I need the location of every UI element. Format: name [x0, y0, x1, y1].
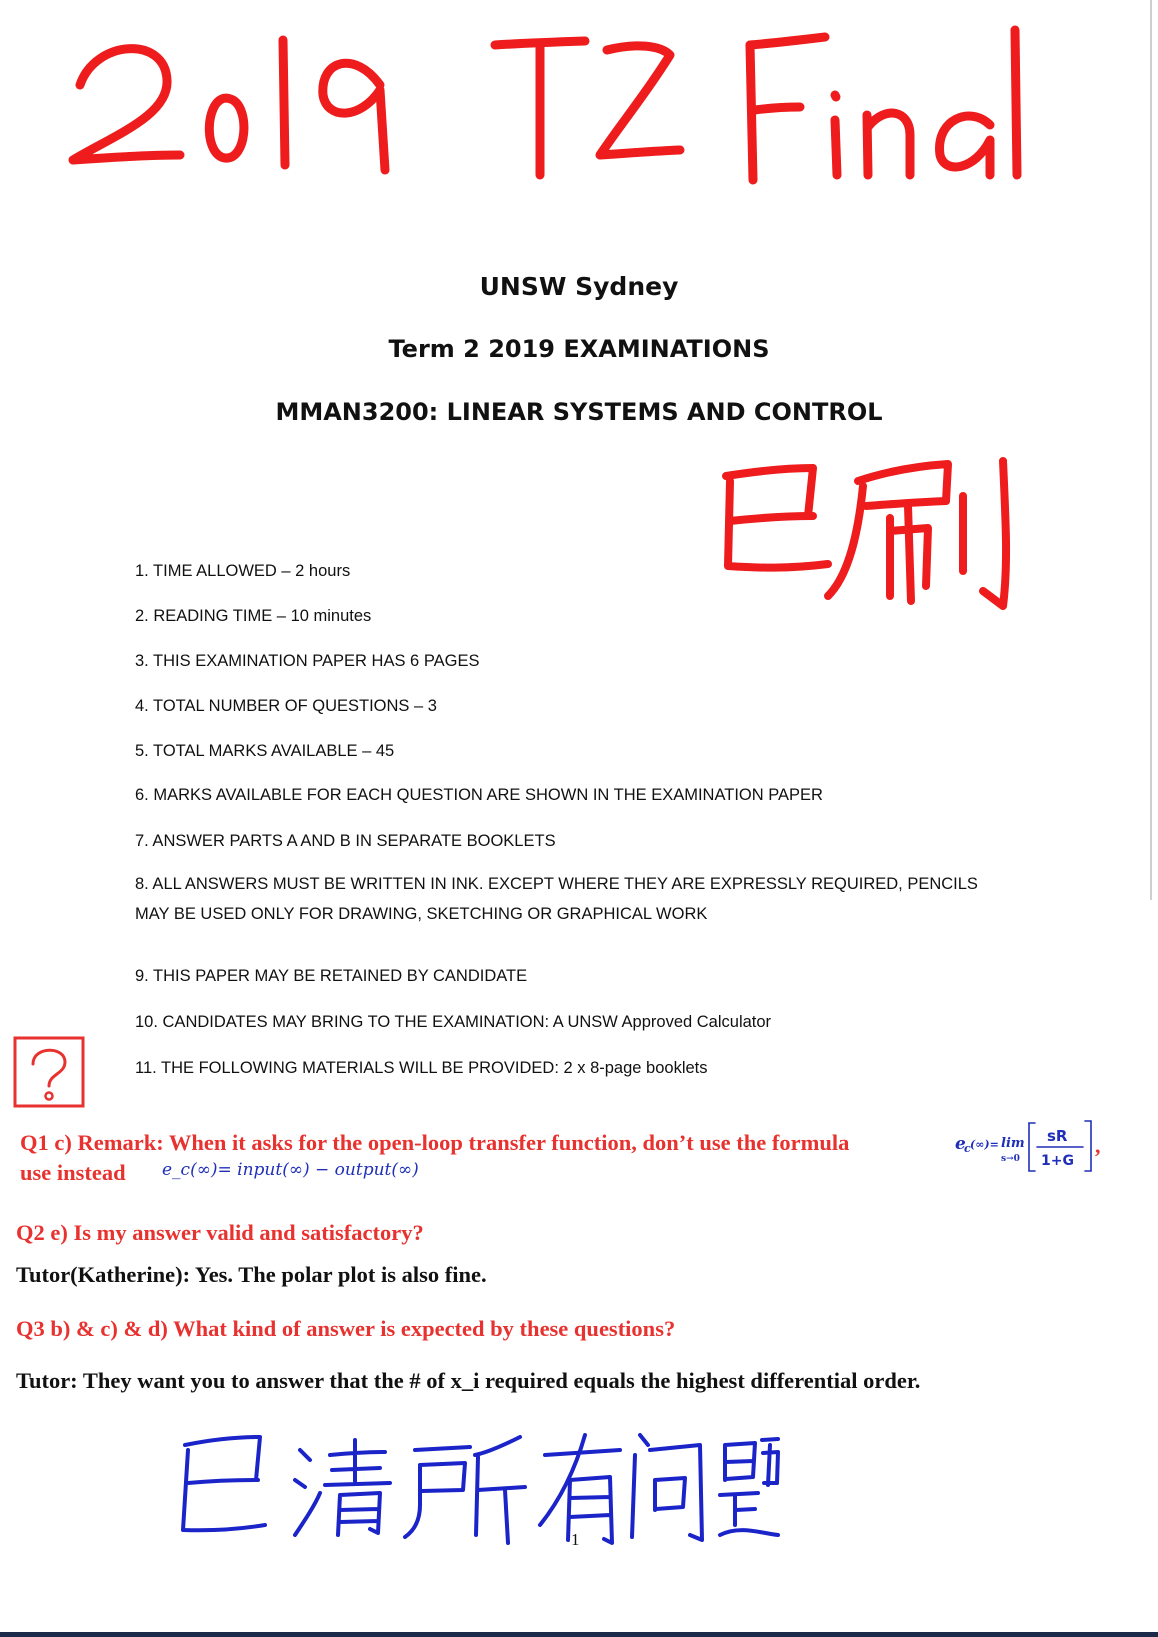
- course-heading: MMAN3200: LINEAR SYSTEMS AND CONTROL: [275, 398, 883, 426]
- handwritten-stamp: [718, 446, 1048, 646]
- svg-text:lim: lim: [1001, 1136, 1025, 1151]
- q1-remark-text: Q1 c) Remark: When it asks for the open-loop transfer function, don’t use the formula: [20, 1130, 850, 1155]
- q2-answer: Tutor(Katherine): Yes. The polar plot is also fine.: [16, 1262, 487, 1287]
- svg-text:sR: sR: [1047, 1127, 1068, 1145]
- rule-item: 3. THIS EXAMINATION PAPER HAS 6 PAGES: [135, 652, 480, 670]
- rule-item: 2. READING TIME – 10 minutes: [135, 607, 372, 625]
- svg-text:c: c: [964, 1142, 971, 1155]
- rule-item: 9. THIS PAPER MAY BE RETAINED BY CANDIDATE: [135, 967, 528, 985]
- svg-text:(∞)=: (∞)=: [970, 1138, 999, 1151]
- page-number: 1: [571, 1530, 580, 1549]
- q1-comma: ,: [1095, 1133, 1101, 1158]
- svg-text:e: e: [955, 1134, 966, 1154]
- q3-question: Q3 b) & c) & d) What kind of answer is expected by these questions?: [16, 1316, 676, 1341]
- exam-heading: Term 2 2019 EXAMINATIONS: [388, 335, 770, 363]
- q2-question: Q2 e) Is my answer valid and satisfactory?: [16, 1220, 424, 1245]
- svg-text:s→0: s→0: [1001, 1154, 1020, 1164]
- q3-answer: Tutor: They want you to answer that the # of x_i required equals the highest differential order.: [16, 1368, 921, 1393]
- q1-use-instead: use instead: [20, 1160, 126, 1185]
- q1-remark: [20, 1130, 849, 1156]
- rule-item: 8. ALL ANSWERS MUST BE WRITTEN IN INK. EXCEPT WHERE THEY ARE EXPRESSLY REQUIRED, PENCILS MAY BE USED ONLY FOR DRAWING, SKETCHING OR GRAPHICAL WORK: [135, 875, 978, 923]
- question-mark-icon: [13, 1036, 85, 1108]
- rule-item: 11. THE FOLLOWING MATERIALS WILL BE PROVIDED: 2 x 8-page booklets: [135, 1059, 708, 1077]
- handwritten-title: [55, 15, 1085, 205]
- rule-item: 6. MARKS AVAILABLE FOR EACH QUESTION ARE SHOWN IN THE EXAMINATION PAPER: [135, 786, 823, 804]
- svg-text:1+G: 1+G: [1041, 1153, 1074, 1169]
- page-edge-divider: [1150, 0, 1152, 900]
- rule-item: 1. TIME ALLOWED – 2 hours: [135, 562, 351, 580]
- rule-item: 5. TOTAL MARKS AVAILABLE – 45: [135, 742, 395, 760]
- rule-item: 4. TOTAL NUMBER OF QUESTIONS – 3: [135, 697, 437, 715]
- university-heading: UNSW Sydney: [479, 272, 679, 301]
- page-bottom-border: [0, 1632, 1158, 1637]
- handwritten-formula: [955, 1117, 1115, 1177]
- rule-item: 10. CANDIDATES MAY BRING TO THE EXAMINATION: A UNSW Approved Calculator: [135, 1013, 772, 1031]
- handwritten-inline-formula: e_c(∞)= input(∞) − output(∞): [162, 1160, 419, 1180]
- rule-item: 7. ANSWER PARTS A AND B IN SEPARATE BOOKLETS: [135, 832, 556, 850]
- handwritten-resolved-note: [180, 1425, 780, 1555]
